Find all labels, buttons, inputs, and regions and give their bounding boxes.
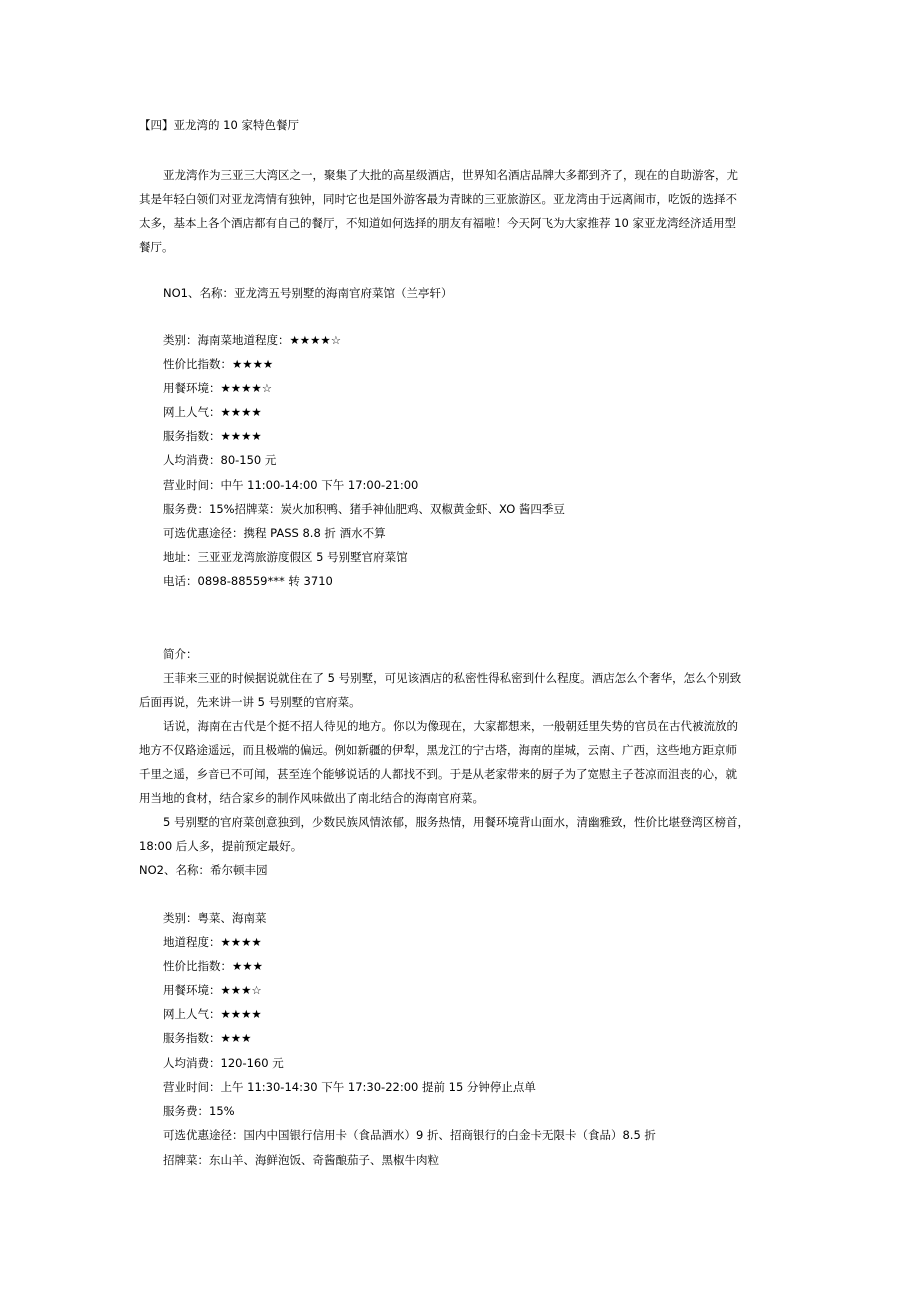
paragraph-line: 用当地的食材，结合家乡的制作风味做出了南北结合的海南官府菜。 — [139, 791, 484, 805]
intro-line: 亚龙湾作为三亚三大湾区之一，聚集了大批的高星级酒店，世界知名酒店品牌大多都到齐了，现在的自助游客，尤 — [163, 168, 738, 182]
no2-detail: 地道程度：★★★★ — [163, 935, 262, 949]
no2-detail: 招牌菜：东山羊、海鲜泡饭、奇酱酿茄子、黑椒牛肉粒 — [163, 1153, 439, 1167]
no1-detail: 地址：三亚亚龙湾旅游度假区 5 号别墅官府菜馆 — [163, 550, 408, 564]
paragraph-line: 5 号别墅的官府菜创意独到，少数民族风情浓郁，服务热情，用餐环境背山面水，清幽雅致，性价比堪登湾区榜首， — [163, 815, 749, 829]
no1-detail: 类别：海南菜地道程度：★★★★☆ — [163, 333, 342, 347]
no2-detail: 性价比指数：★★★ — [163, 959, 263, 973]
paragraph-line: 后面再说，先来讲一讲 5 号别墅的官府菜。 — [139, 695, 361, 709]
paragraph-line: 地方不仅路途遥远，而且极端的偏远。例如新疆的伊犁，黑龙江的宁古塔，海南的崖城，云南、广西，这些地方距京师 — [139, 743, 737, 757]
no1-title: NO1、名称：亚龙湾五号别墅的海南官府菜馆（兰亭轩） — [163, 286, 453, 300]
no2-detail: 人均消费：120-160 元 — [163, 1056, 284, 1070]
paragraph-line: 18:00 后人多，提前预定最好。 — [139, 839, 303, 853]
no2-detail: 服务费：15% — [163, 1104, 235, 1118]
no2-detail: 服务指数：★★★ — [163, 1031, 252, 1045]
no2-detail: 营业时间：上午 11:30-14:30 下午 17:30-22:00 提前 15 分钟停止点单 — [163, 1080, 536, 1094]
no1-detail: 性价比指数：★★★★ — [163, 357, 274, 371]
no1-detail: 营业时间：中午 11:00-14:00 下午 17:00-21:00 — [163, 478, 419, 492]
intro-line: 餐厅。 — [139, 240, 174, 254]
no1-detail: 可选优惠途径：携程 PASS 8.8 折 酒水不算 — [163, 526, 386, 540]
no1-detail: 用餐环境：★★★★☆ — [163, 381, 273, 395]
no2-detail: 可选优惠途径：国内中国银行信用卡（食品酒水）9 折、招商银行的白金卡无限卡（食品）8.5 折 — [163, 1128, 656, 1142]
section-heading: 【四】亚龙湾的 10 家特色餐厅 — [139, 118, 299, 132]
intro-line: 其是年轻白领们对亚龙湾情有独钟，同时它也是国外游客最为青睐的三亚旅游区。亚龙湾由于远离闹市，吃饭的选择不 — [139, 192, 737, 206]
no1-summary-paragraph — [139, 810, 784, 858]
no1-detail: 服务指数：★★★★ — [163, 429, 262, 443]
no1-detail: 人均消费：80-150 元 — [163, 453, 277, 467]
paragraph-line: 千里之遥，乡音已不可闻，甚至连个能够说话的人都找不到。于是从老家带来的厨子为了宽慰主子苍凉而沮丧的心，就 — [139, 767, 737, 781]
paragraph-line: 话说，海南在古代是个挺不招人待见的地方。你以为像现在，大家都想来，一般朝廷里失势的官员在古代被流放的 — [163, 719, 738, 733]
no1-intro-paragraph — [139, 666, 784, 714]
no2-title: NO2、名称：希尔顿丰园 — [139, 863, 268, 877]
no1-detail: 电话：0898-88559*** 转 3710 — [163, 574, 333, 588]
no1-detail: 服务费：15%招牌菜：炭火加积鸭、猪手神仙肥鸡、双椒黄金虾、XO 酱四季豆 — [163, 502, 565, 516]
no1-intro-label: 简介： — [163, 647, 198, 661]
intro-paragraph — [139, 163, 784, 259]
no1-detail: 网上人气：★★★★ — [163, 405, 262, 419]
no2-detail: 网上人气：★★★★ — [163, 1007, 262, 1021]
no2-detail: 用餐环境：★★★☆ — [163, 983, 262, 997]
no1-history-paragraph — [139, 714, 784, 810]
paragraph-line: 王菲来三亚的时候据说就住在了 5 号别墅，可见该酒店的私密性得私密到什么程度。酒店怎么个奢华，怎么个别致 — [163, 671, 742, 685]
no2-detail: 类别：粤菜、海南菜 — [163, 911, 267, 925]
intro-line: 太多，基本上各个酒店都有自己的餐厅，不知道如何选择的朋友有福啦！今天阿飞为大家推荐 10 家亚龙湾经济适用型 — [139, 216, 736, 230]
